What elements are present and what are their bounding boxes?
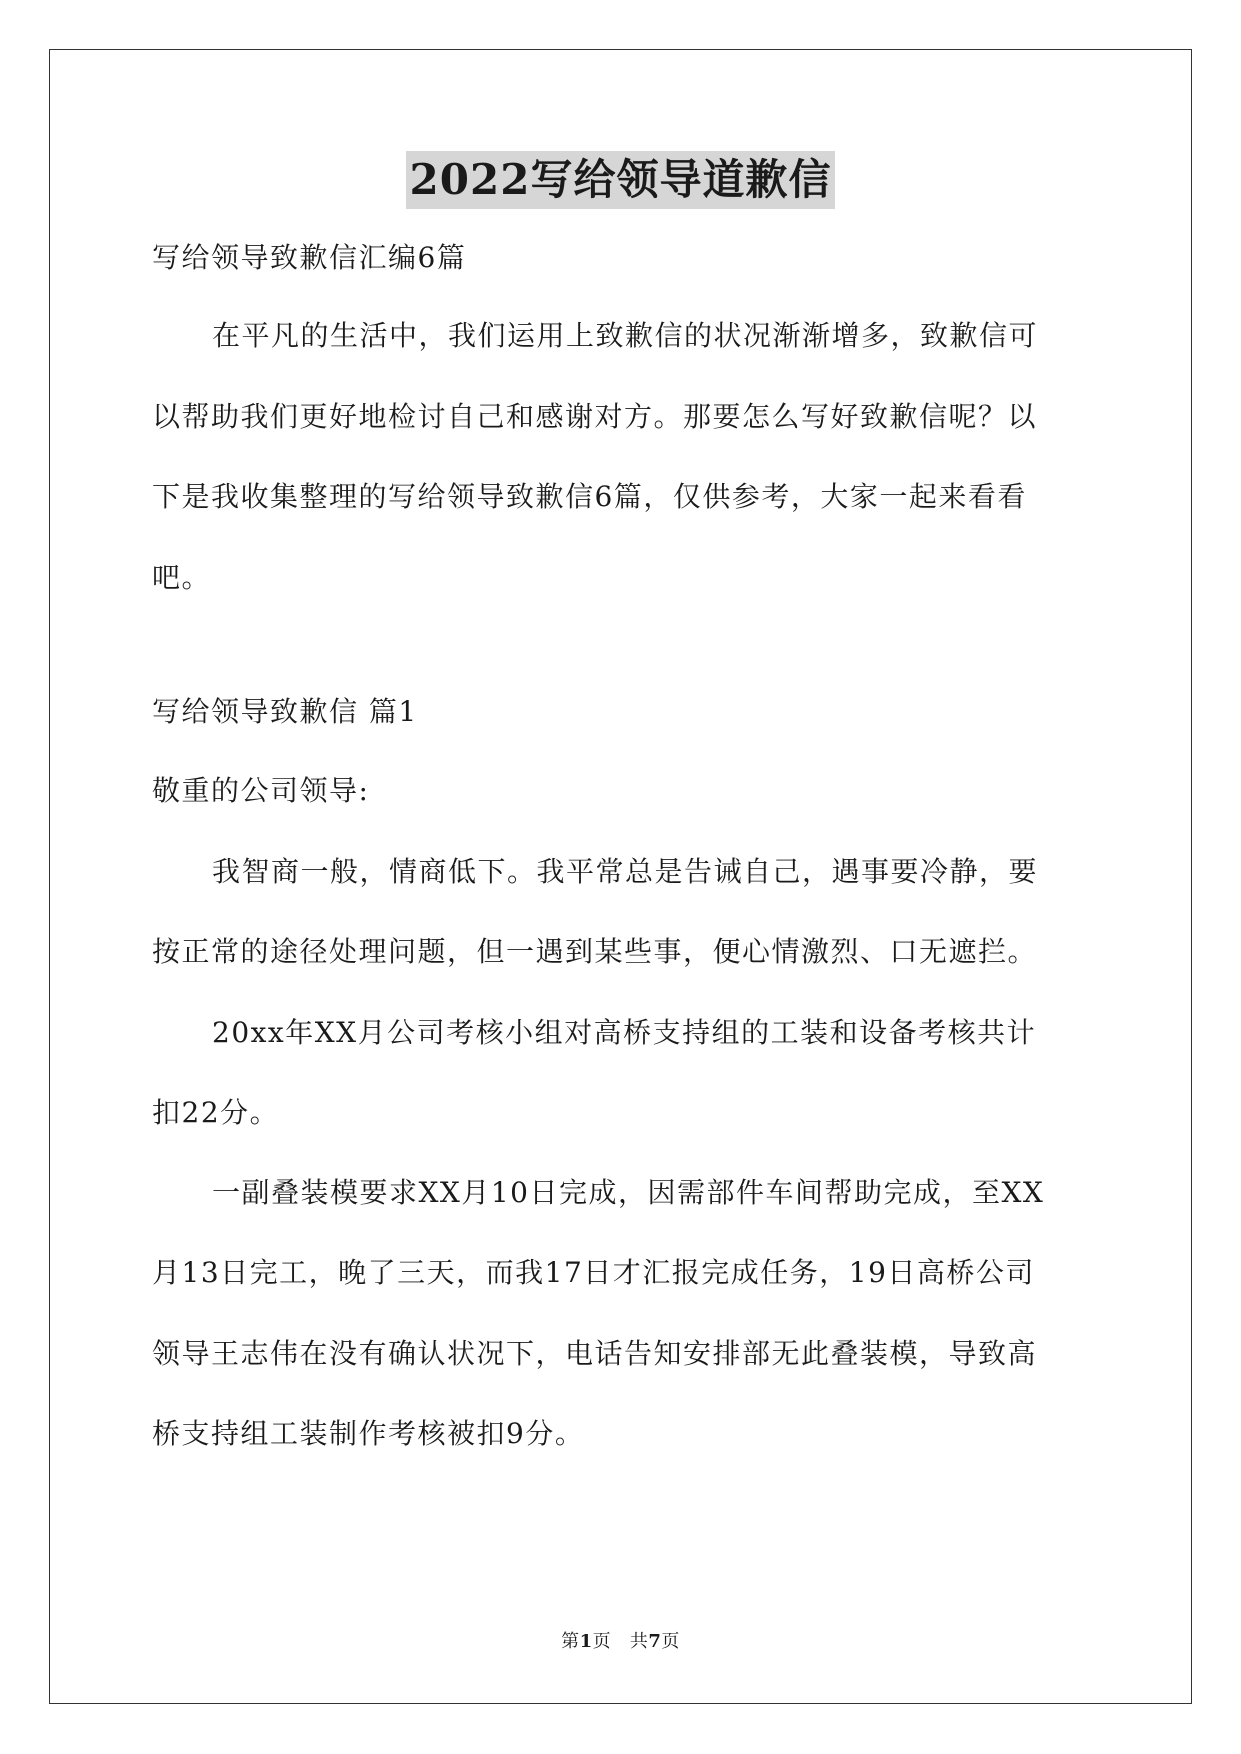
paragraph-line: 扣22分。 (152, 1096, 280, 1129)
subtitle-line: 写给领导致歉信汇编6篇 (152, 241, 467, 274)
paragraph-line: 一副叠装模要求XX月10日完成，因需部件车间帮助完成，至XX (212, 1176, 1045, 1209)
footer-page-prefix: 第 (561, 1631, 580, 1652)
document-title: 2022写给领导道歉信 (406, 151, 836, 209)
page-footer (0, 1630, 1241, 1654)
footer-page-total: 7 (648, 1631, 662, 1652)
paragraph-line: 在平凡的生活中，我们运用上致歉信的状况渐渐增多，致歉信可 (212, 319, 1039, 352)
footer-total-suffix: 页 (661, 1631, 680, 1652)
paragraph-line: 月13日完工，晚了三天，而我17日才汇报完成任务，19日高桥公司 (152, 1256, 1035, 1289)
section-heading: 写给领导致歉信 篇1 (152, 695, 418, 728)
paragraph-line: 桥支持组工装制作考核被扣9分。 (152, 1417, 585, 1450)
title-container (0, 151, 1241, 209)
paragraph-line: 下是我收集整理的写给领导致歉信6篇，仅供参考，大家一起来看看 (152, 480, 1027, 513)
paragraph-line: 按正常的途径处理问题，但一遇到某些事，便心情激烈、口无遮拦。 (152, 935, 1038, 968)
salutation: 敬重的公司领导: (152, 774, 370, 807)
footer-page-suffix: 页 (592, 1631, 612, 1652)
footer-page-current: 1 (579, 1631, 593, 1652)
paragraph-line: 20xx年XX月公司考核小组对高桥支持组的工装和设备考核共计 (212, 1016, 1037, 1049)
paragraph-line: 吧。 (152, 561, 212, 594)
paragraph-line: 以帮助我们更好地检讨自己和感谢对方。那要怎么写好致歉信呢？以 (152, 400, 1038, 433)
footer-total-prefix: 共 (629, 1631, 649, 1652)
paragraph-line: 领导王志伟在没有确认状况下，电话告知安排部无此叠装模，导致高 (152, 1337, 1038, 1370)
paragraph-line: 我智商一般，情商低下。我平常总是告诫自己，遇事要冷静，要 (212, 855, 1039, 888)
